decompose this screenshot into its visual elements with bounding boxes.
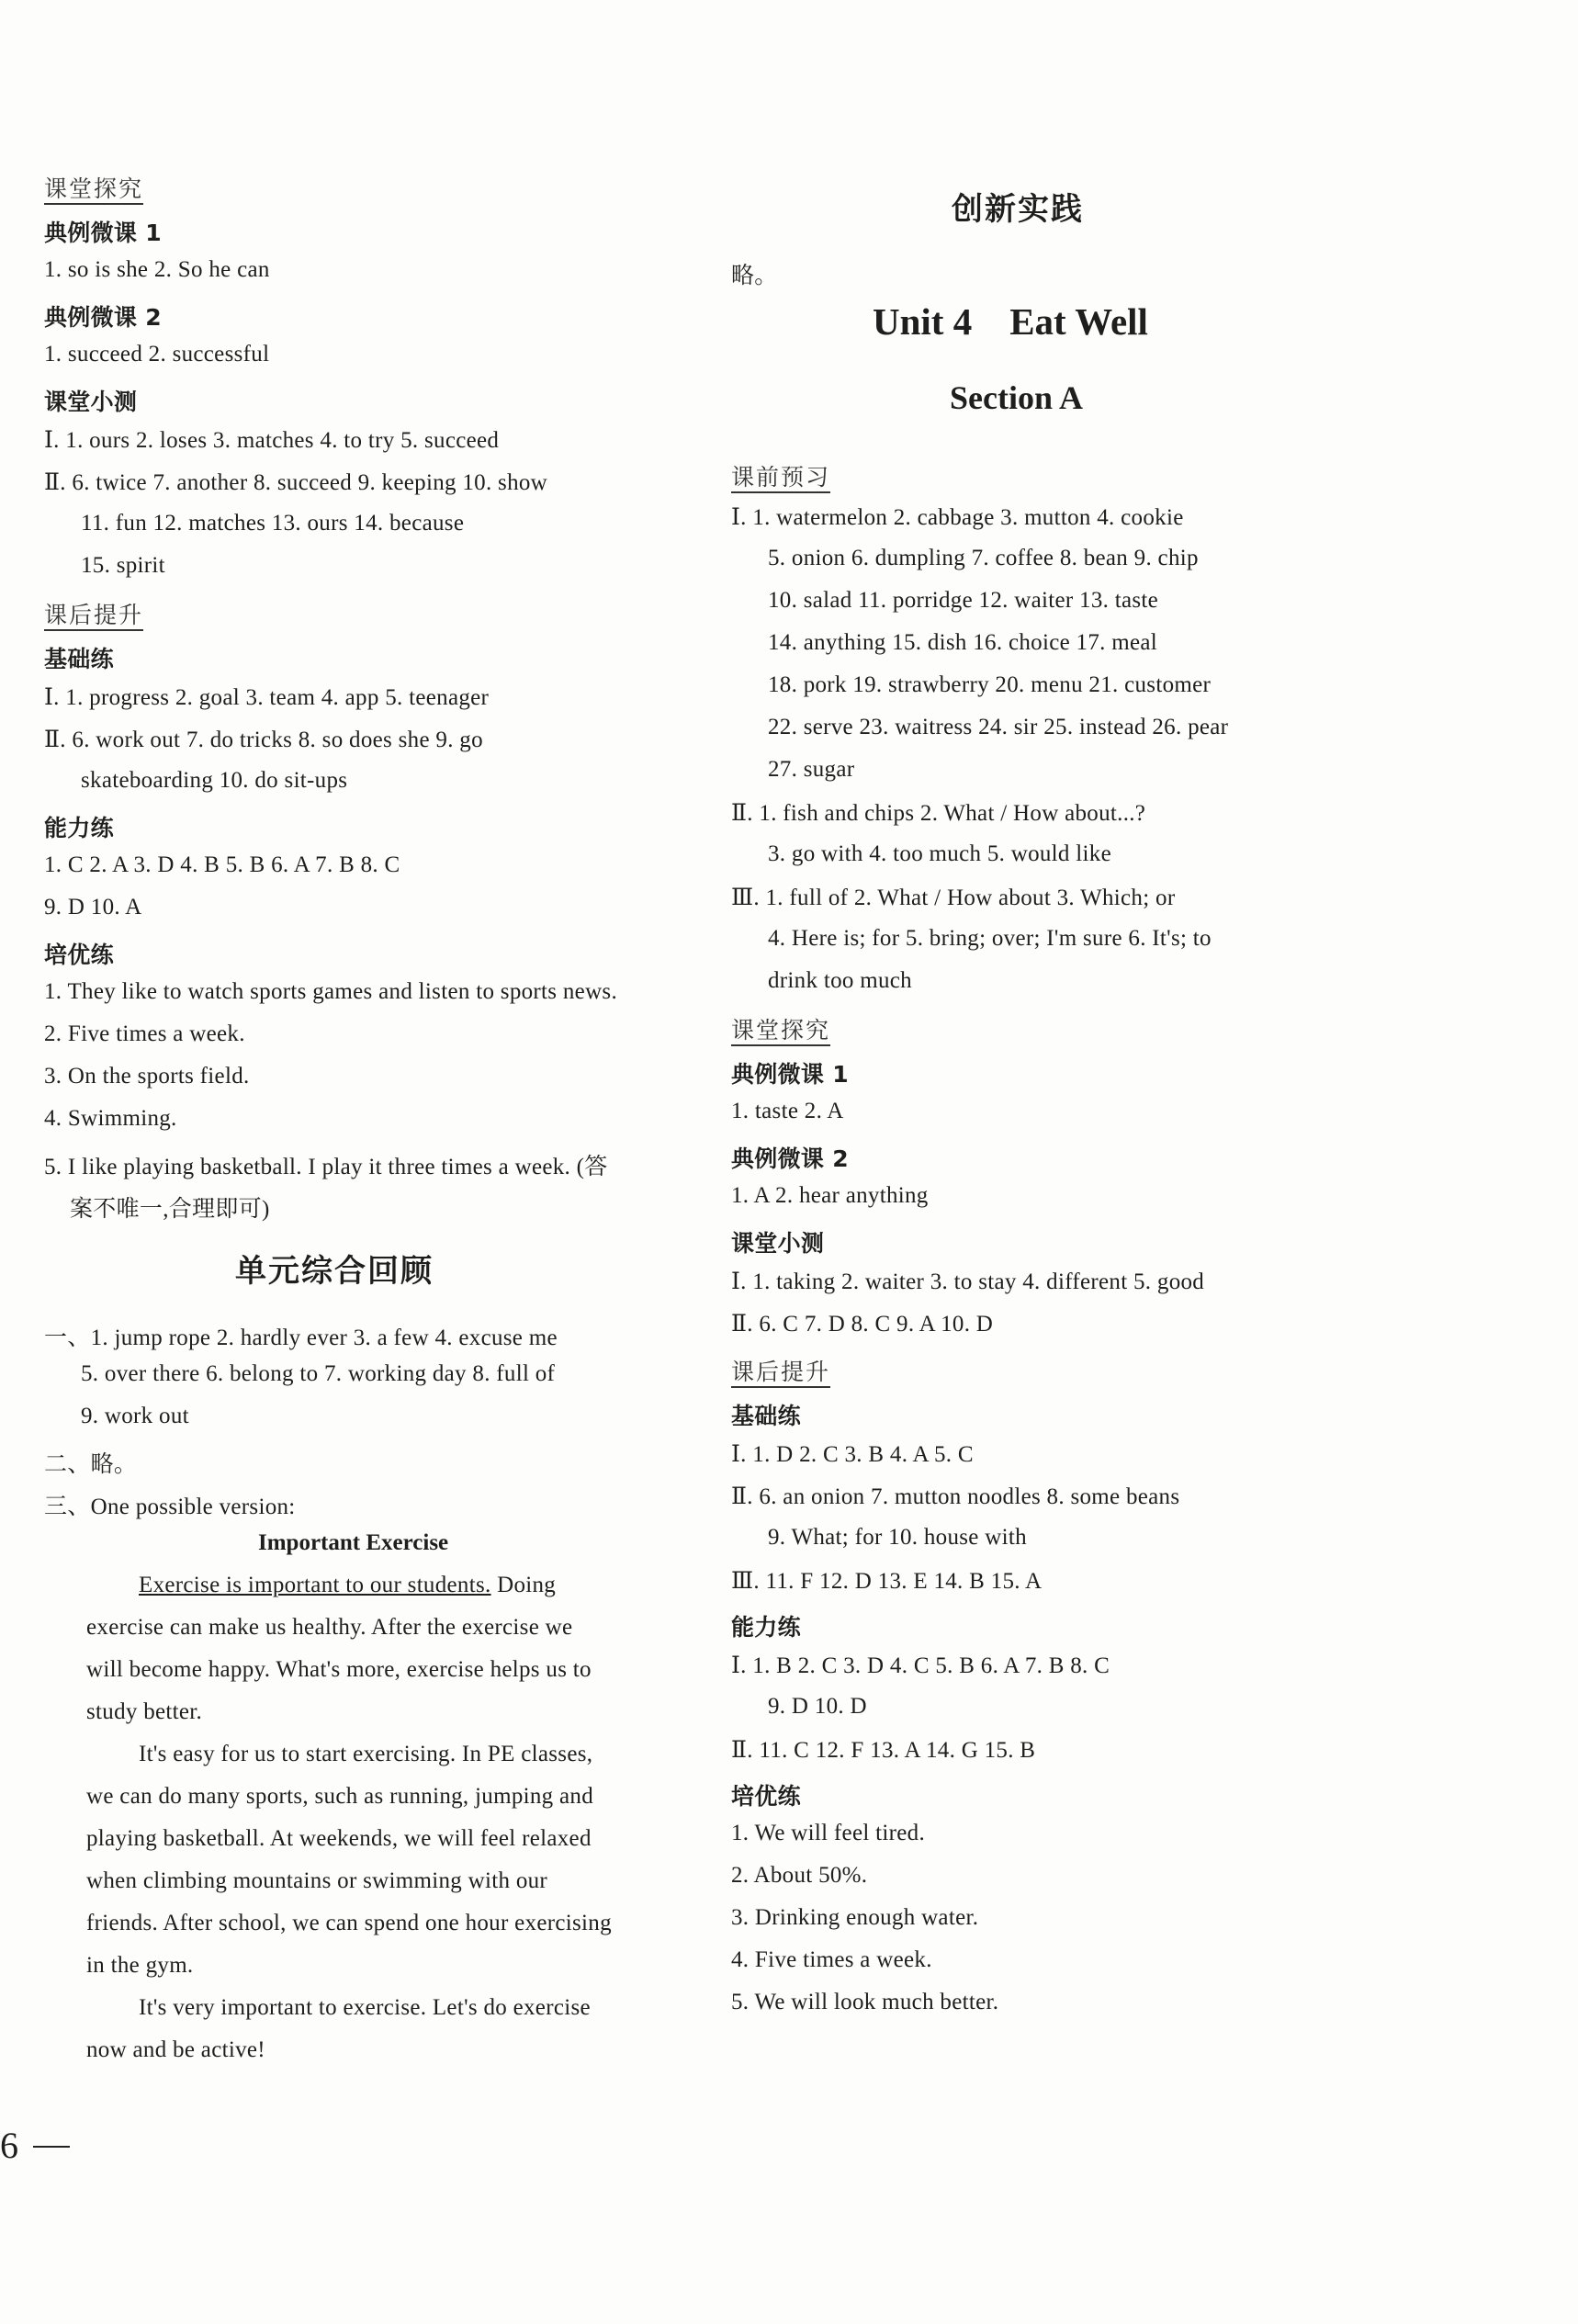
essay-line: in the gym. bbox=[86, 1953, 194, 1978]
answer-line: 二、略。 bbox=[44, 1452, 138, 1477]
answer-line: 略。 bbox=[731, 264, 778, 288]
essay-line: It's very important to exercise. Let's do exercise bbox=[139, 1995, 591, 2020]
answer-line: Ⅲ. 1. full of 2. What / How about 3. Which; or bbox=[731, 886, 1176, 910]
essay-title: Important Exercise bbox=[258, 1530, 449, 1555]
answer-line: 5. We will look much better. bbox=[731, 1990, 999, 2014]
essay-text: Doing bbox=[490, 1573, 557, 1597]
heading-dianli-1: 典例微课 1 bbox=[44, 220, 162, 246]
answer-line: Ⅱ. 6. C 7. D 8. C 9. A 10. D bbox=[731, 1312, 994, 1337]
section-heading-ketang: 课堂探究 bbox=[44, 175, 143, 205]
essay-underlined-sentence: Exercise is important to our students. bbox=[139, 1573, 491, 1597]
answer-line: Ⅱ. 6. twice 7. another 8. succeed 9. keeping 10. show bbox=[44, 470, 548, 495]
answer-line: 5. onion 6. dumpling 7. coffee 8. bean 9. chip bbox=[768, 546, 1199, 570]
essay-line: when climbing mountains or swimming with our bbox=[86, 1868, 548, 1893]
answer-line: 1. succeed 2. successful bbox=[44, 342, 270, 367]
essay-line: now and be active! bbox=[86, 2037, 265, 2062]
answer-line: Ⅰ. 1. D 2. C 3. B 4. A 5. C bbox=[731, 1442, 974, 1467]
essay-line bbox=[139, 1573, 556, 1598]
unit-title: Unit 4 Eat Well bbox=[873, 300, 1148, 343]
answer-line: 2. About 50%. bbox=[731, 1863, 868, 1888]
answer-line: 1. so is she 2. So he can bbox=[44, 257, 270, 282]
answer-line: 1. They like to watch sports games and listen to sports news. bbox=[44, 979, 617, 1004]
heading-jichu: 基础练 bbox=[44, 646, 114, 672]
answer-line: 18. pork 19. strawberry 20. menu 21. customer bbox=[768, 672, 1212, 697]
section-heading-kqian: 课前预习 bbox=[731, 464, 830, 493]
answer-line: 3. Drinking enough water. bbox=[731, 1905, 979, 1930]
answer-line: 15. spirit bbox=[81, 553, 165, 578]
answer-line: 1. We will feel tired. bbox=[731, 1821, 926, 1845]
answer-line: 4. Swimming. bbox=[44, 1106, 177, 1131]
heading-nengli: 能力练 bbox=[731, 1614, 801, 1641]
answer-line: Ⅰ. 1. progress 2. goal 3. team 4. app 5. teenager bbox=[44, 685, 490, 710]
heading-dianli-2: 典例微课 2 bbox=[731, 1145, 849, 1172]
answer-line: 3. go with 4. too much 5. would like bbox=[768, 841, 1111, 866]
essay-line: exercise can make us healthy. After the exercise we bbox=[86, 1615, 573, 1640]
essay-line: we can do many sports, such as running, jumping and bbox=[86, 1784, 594, 1809]
heading-dianli-1: 典例微课 1 bbox=[731, 1061, 849, 1088]
heading-peiyou: 培优练 bbox=[44, 942, 114, 968]
answer-line: Ⅱ. 11. C 12. F 13. A 14. G 15. B bbox=[731, 1738, 1036, 1763]
answer-line: skateboarding 10. do sit-ups bbox=[81, 768, 348, 793]
answer-line: 27. sugar bbox=[768, 757, 855, 782]
heading-xiaoce: 课堂小测 bbox=[731, 1230, 825, 1257]
section-heading-ketang: 课堂探究 bbox=[731, 1017, 830, 1046]
answer-line: Ⅲ. 11. F 12. D 13. E 14. B 15. A bbox=[731, 1569, 1043, 1594]
answer-line: 一、1. jump rope 2. hardly ever 3. a few 4. excuse me bbox=[44, 1326, 558, 1350]
page-number-rule bbox=[33, 2146, 70, 2148]
answer-line: 1. taste 2. A bbox=[731, 1099, 844, 1123]
chuangxin-title: 创新实践 bbox=[952, 191, 1084, 228]
answer-line: 4. Five times a week. bbox=[731, 1947, 932, 1972]
answer-line: 3. On the sports field. bbox=[44, 1064, 250, 1089]
answer-line: Ⅰ. 1. B 2. C 3. D 4. C 5. B 6. A 7. B 8. C bbox=[731, 1653, 1110, 1678]
answer-line: 22. serve 23. waitress 24. sir 25. instead 26. pear bbox=[768, 715, 1229, 739]
heading-nengli: 能力练 bbox=[44, 815, 114, 841]
section-heading-kehou: 课后提升 bbox=[731, 1359, 830, 1388]
answer-line: 1. A 2. hear anything bbox=[731, 1183, 929, 1208]
section-heading-kehou: 课后提升 bbox=[44, 602, 143, 631]
answer-line: 9. What; for 10. house with bbox=[768, 1525, 1027, 1550]
review-title: 单元综合回顾 bbox=[235, 1253, 434, 1290]
section-title: Section A bbox=[950, 379, 1084, 416]
essay-line: will become happy. What's more, exercise helps us to bbox=[86, 1657, 592, 1682]
page-number: 6 bbox=[0, 2125, 18, 2166]
answer-line: 10. salad 11. porridge 12. waiter 13. taste bbox=[768, 588, 1159, 613]
answer-line: Ⅱ. 6. an onion 7. mutton noodles 8. some beans bbox=[731, 1484, 1180, 1509]
answer-line: 案不唯一,合理即可) bbox=[70, 1197, 270, 1222]
answer-line: 2. Five times a week. bbox=[44, 1021, 245, 1046]
essay-line: playing basketball. At weekends, we will feel relaxed bbox=[86, 1826, 592, 1851]
answer-line: 9. D 10. D bbox=[768, 1694, 867, 1719]
answer-line: Ⅰ. 1. taking 2. waiter 3. to stay 4. different 5. good bbox=[731, 1269, 1205, 1294]
heading-xiaoce: 课堂小测 bbox=[44, 389, 138, 415]
answer-line: drink too much bbox=[768, 968, 912, 993]
answer-line: 1. C 2. A 3. D 4. B 5. B 6. A 7. B 8. C bbox=[44, 852, 400, 877]
answer-line: Ⅰ. 1. ours 2. loses 3. matches 4. to try 5. succeed bbox=[44, 428, 500, 453]
answer-line: 5. over there 6. belong to 7. working day 8. full of bbox=[81, 1361, 556, 1386]
essay-line: friends. After school, we can spend one hour exercising bbox=[86, 1911, 612, 1935]
answer-line: Ⅱ. 6. work out 7. do tricks 8. so does she 9. go bbox=[44, 728, 483, 752]
answer-line: 14. anything 15. dish 16. choice 17. meal bbox=[768, 630, 1158, 655]
answer-line: 9. D 10. A bbox=[44, 895, 142, 919]
heading-jichu: 基础练 bbox=[731, 1403, 801, 1429]
essay-line: It's easy for us to start exercising. In PE classes, bbox=[139, 1742, 593, 1766]
answer-line: 4. Here is; for 5. bring; over; I'm sure 6. It's; to bbox=[768, 926, 1212, 951]
answer-line: 三、One possible version: bbox=[44, 1495, 296, 1519]
heading-dianli-2: 典例微课 2 bbox=[44, 304, 162, 331]
answer-line: 9. work out bbox=[81, 1404, 189, 1428]
answer-line: 11. fun 12. matches 13. ours 14. because bbox=[81, 511, 465, 536]
essay-line: study better. bbox=[86, 1699, 203, 1724]
answer-line: Ⅰ. 1. watermelon 2. cabbage 3. mutton 4. cookie bbox=[731, 505, 1184, 530]
heading-peiyou: 培优练 bbox=[731, 1783, 801, 1810]
answer-line: Ⅱ. 1. fish and chips 2. What / How about...? bbox=[731, 801, 1146, 826]
answer-line: 5. I like playing basketball. I play it three times a week. (答 bbox=[44, 1155, 608, 1179]
